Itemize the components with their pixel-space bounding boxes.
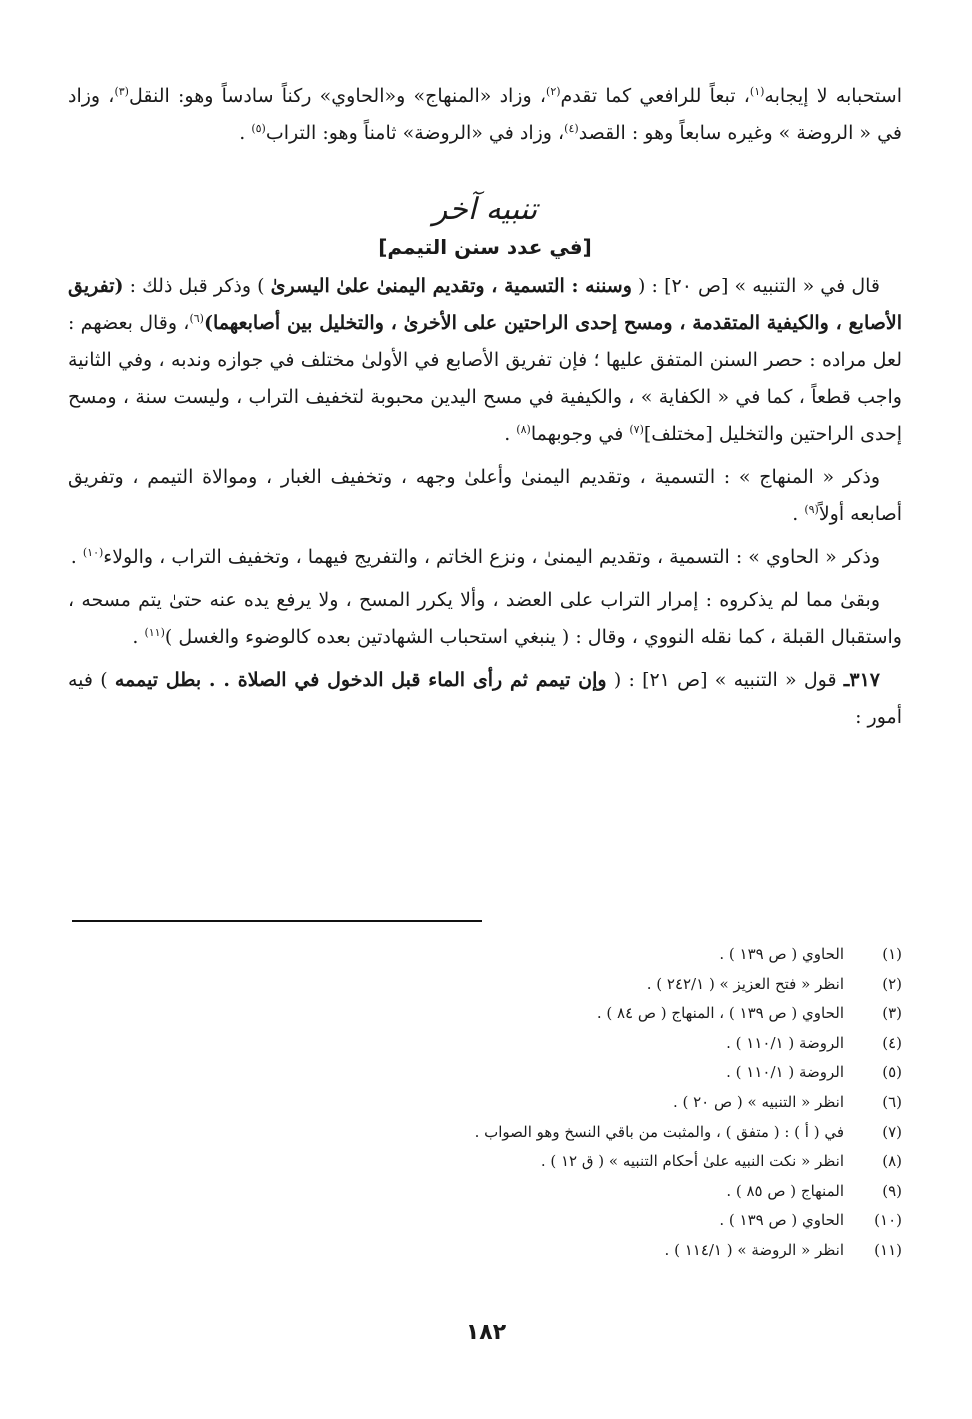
footnote-item	[68, 1147, 902, 1177]
text-run: .	[239, 122, 252, 144]
text-run: وبقىٰ مما لم يذكروه : إمرار التراب على العضد ، وألا يكرر المسح ، ولا يرفع يده عنه حتىٰ يتم مسحه ، واستقبال القبلة ، كما نقله النووي ، وقال : ( ينبغي استحباب الشهادتين بعده كالوضوء والغسل )	[68, 589, 902, 648]
text-run: ، وزاد في « الروضة » وغيره سابعاً وهو : القصد	[68, 85, 902, 144]
footnote-ref[interactable]: (٦)	[189, 312, 204, 325]
footnote-ref[interactable]: (٨)	[516, 423, 531, 436]
quoted-text: وإن تيمم ثم رأى الماء قبل الدخول في الصلاة . . بطل تيممه	[114, 669, 607, 691]
footnote-number: (١)	[882, 945, 902, 963]
footnote-ref[interactable]: (٥)	[251, 122, 266, 135]
footnote-text: الروضة ( ١١٠/١ ) .	[726, 1063, 844, 1082]
footnote-number: (٧)	[882, 1122, 902, 1141]
footnote-number: (٢)	[882, 974, 902, 993]
text-run: ، وزاد «المنهاج» و«الحاوي» ركناً سادساً وهو: النقل	[128, 85, 547, 107]
footnote-text: انظر « الروضة » ( ١١٤/١ ) .	[664, 1240, 844, 1259]
text-run: وذكر « الحاوي » : التسمية ، وتقديم اليمنىٰ ، ونزع الخاتم ، والتفريج فيهما ، وتخفيف التراب ، والولاء	[103, 546, 880, 568]
footnote-text: الروضة ( ١١٠/١ ) .	[726, 1033, 844, 1052]
text-run: قول « التنبيه » [ص ٢١] : (	[606, 669, 844, 691]
footnote-text: الحاوي ( ص ١٣٩ ) .	[719, 945, 844, 963]
quoted-text: وسننه : التسمية ، وتقديم اليمنىٰ علىٰ اليسرىٰ	[270, 275, 632, 297]
paragraph-remaining	[68, 582, 902, 656]
footnotes	[68, 940, 902, 1266]
footnote-number: (٩)	[882, 1181, 902, 1200]
quoted-text: (تفريق الأصابع ، والكيفية المتقدمة ، ومسح إحدى الراحتين على الأخرىٰ ، والتخليل بين أصابعهما)	[68, 275, 902, 334]
footnote-text: انظر « نكت النبيه علىٰ أحكام التنبيه » ( ق ١٢ ) .	[540, 1152, 844, 1171]
text-run: ) وذكر قبل ذلك :	[123, 275, 271, 297]
footnote-text: الحاوي ( ص ١٣٩ ) ، المنهاج ( ص ٨٤ ) .	[596, 1004, 844, 1023]
footnote-ref[interactable]: (١٠)	[82, 546, 104, 559]
page-body	[68, 78, 902, 742]
paragraph-tanbih	[68, 268, 902, 453]
text-run: ، وزاد في «الروضة» ثامناً وهو: التراب	[265, 122, 565, 144]
footnote-text: المنهاج ( ص ٨٥ ) .	[726, 1181, 844, 1200]
footnote-text: انظر « التنبيه » ( ص ٢٠ ) .	[672, 1092, 844, 1111]
footnote-item	[68, 970, 902, 1000]
text-run: ، وقال بعضهم : لعل مراده : حصر السنن المتفق عليها ؛ فإن تفريق الأصابع في الأولىٰ مختلف في جوازه وندبه ، وفي الثانية واجب قطعاً ، كما في « الكفاية » ، والكيفية في مسح اليدين محبوبة لتخفيف التراب ، وليست سنة ، ومسح إحدى الراحتين والتخليل [مختلف]	[68, 312, 902, 445]
paragraph-hawi	[68, 539, 902, 576]
item-number: ٣١٧ـ	[843, 669, 880, 691]
footnote-ref[interactable]: (١)	[749, 85, 765, 98]
footnote-number: (٤)	[882, 1033, 902, 1052]
paragraph-minhaj	[68, 459, 902, 533]
footnote-ref[interactable]: (٣)	[114, 85, 129, 98]
heading-subtitle: [في عدد سنن التيمم]	[378, 235, 592, 259]
footnote-number: (٦)	[882, 1092, 902, 1111]
text-run: .	[70, 546, 83, 568]
footnote-item	[68, 1206, 902, 1236]
footnote-ref[interactable]: (٢)	[546, 85, 561, 98]
footnote-item	[68, 1177, 902, 1207]
text-run: ، تبعاً للرافعي كما تقدم	[560, 85, 750, 107]
footnote-item	[68, 1029, 902, 1059]
footnote-ref[interactable]: (٤)	[564, 122, 579, 135]
heading-title: تنبيه آخر	[432, 192, 538, 227]
text-run: ) فيه أمور :	[68, 669, 902, 728]
footnote-item	[68, 1118, 902, 1148]
section-heading	[68, 190, 902, 264]
footnote-text: في ( أ ) : ( متفق ) ، والمثبت من باقي النسخ وهو الصواب .	[474, 1122, 844, 1141]
text-run: .	[132, 626, 145, 648]
footnote-divider	[72, 920, 482, 922]
text-run: وذكر « المنهاج » : التسمية ، وتقديم اليمنىٰ وأعلىٰ وجهه ، وتخفيف الغبار ، وموالاة التيمم ، وتفريق أصابعه أولاً	[68, 466, 902, 525]
text-run: قال في « التنبيه » [ص ٢٠] : (	[631, 275, 881, 297]
footnote-ref[interactable]: (٧)	[629, 423, 644, 436]
page-number: ١٨٢	[465, 1320, 507, 1345]
footnote-item	[68, 1236, 902, 1266]
footnote-ref[interactable]: (١١)	[144, 626, 165, 639]
text-run: استحبابه لا إيجابه	[764, 85, 902, 107]
paragraph-317	[68, 662, 902, 736]
footnote-number: (٣)	[882, 1004, 902, 1023]
footnote-text: انظر « فتح العزيز » ( ٢٤٢/١ ) .	[646, 974, 844, 993]
footnote-number: (١٠)	[874, 1211, 902, 1230]
text-run: .	[792, 503, 805, 525]
paragraph-intro	[68, 78, 902, 152]
text-run: .	[504, 423, 517, 445]
footnote-number: (٥)	[882, 1063, 902, 1082]
footnote-item	[68, 999, 902, 1029]
footnote-number: (٨)	[882, 1152, 902, 1171]
footnote-item	[68, 940, 902, 970]
footnote-item	[68, 1058, 902, 1088]
footnote-text: الحاوي ( ص ١٣٩ ) .	[719, 1211, 844, 1230]
footnote-ref[interactable]: (٩)	[804, 503, 819, 516]
footnote-item	[68, 1088, 902, 1118]
text-run: في وجوبهما	[530, 423, 630, 445]
footnote-number: (١١)	[874, 1240, 902, 1259]
